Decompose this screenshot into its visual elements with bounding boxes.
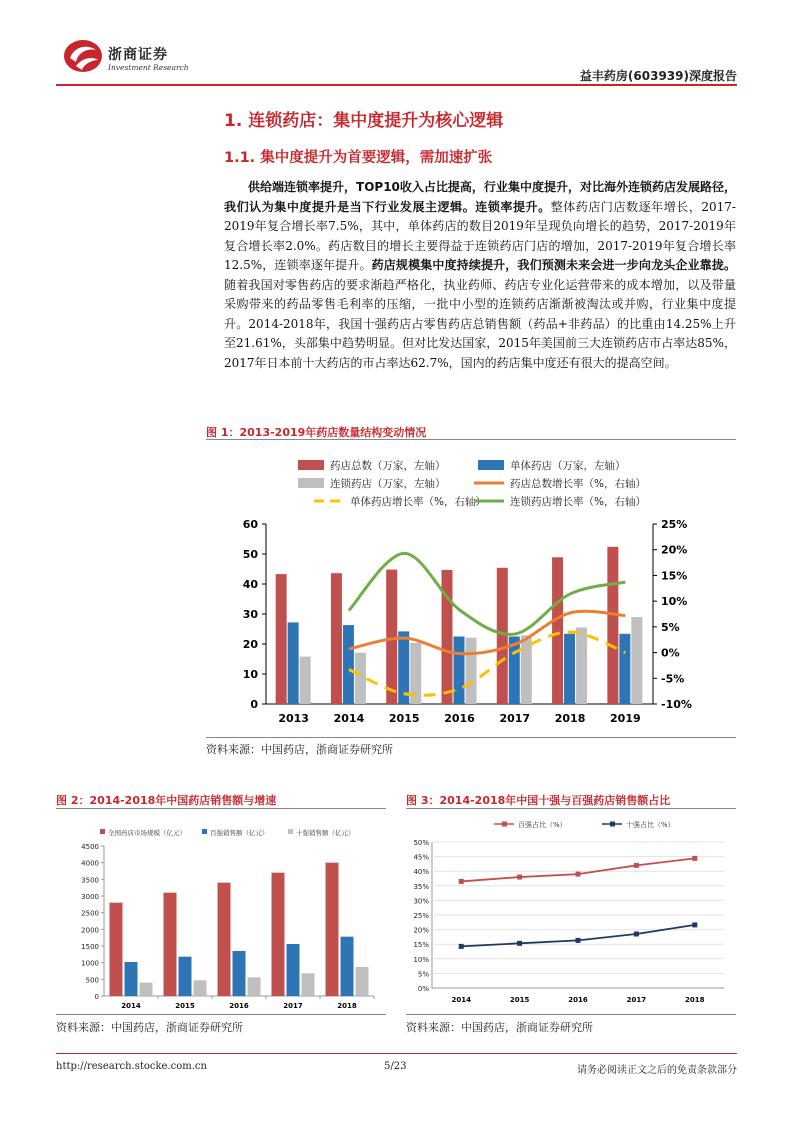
- bar: [355, 653, 366, 704]
- legend-label: 药店总数（万家，左轴）: [330, 460, 446, 472]
- legend-label: 单体药店（万家，左轴）: [510, 460, 626, 472]
- legend-label: 单体药店增长率（%，右轴）: [350, 496, 486, 508]
- bar: [233, 951, 246, 996]
- figure-1-bottom-rule: [206, 737, 736, 738]
- y-tick-label: 2000: [81, 926, 99, 935]
- figure-1-chart: [206, 442, 736, 736]
- y-tick-label: 4000: [81, 859, 99, 868]
- data-point: [517, 875, 522, 880]
- bold-statement-1: 供给端连锁率提升，TOP10收入占比提高，行业集中度提升，对比海外连锁药店发展路径，我们认为集中度提升是当下行业发展主逻辑。连锁率提升。: [224, 180, 736, 214]
- x-tick-label: 2017: [626, 996, 647, 1004]
- legend-label: 百强占比（%）: [518, 821, 567, 829]
- bar: [218, 883, 231, 996]
- figure-2-bottom-rule: [56, 1014, 386, 1015]
- report-title: 益丰药房(603939)深度报告: [579, 69, 737, 83]
- figure-1-title: 图 1：2013-2019年药店数量结构变动情况: [206, 426, 427, 439]
- bar: [619, 634, 630, 704]
- x-tick-label: 2015: [388, 712, 420, 725]
- data-point: [517, 941, 522, 946]
- bar: [287, 944, 300, 996]
- left-tick-label: 0: [250, 698, 258, 711]
- bold-statement-2: 药店规模集中度持续提升，我们预测未来会进一步向龙头企业靠拢。: [371, 258, 736, 272]
- figure-3-rule: [406, 808, 736, 809]
- bar: [356, 967, 369, 996]
- figure-3-title: 图 3：2014-2018年中国十强与百强药店销售额占比: [406, 794, 671, 807]
- body-text-1: 整体药店门店数逐年增长，2017-2019年复合增长率7.5%，其中，单体药店的数目2019年呈现负向增长的趋势，2017-2019年复合增长率2.0%。药店数目的增长主要得益于连锁药店门店的增加，2017-2019年复合增长率12.5%，连锁率逐年提升。: [224, 199, 736, 272]
- bar: [302, 973, 315, 996]
- x-tick-label: 2015: [509, 996, 530, 1004]
- y-tick-label: 30%: [413, 897, 429, 906]
- y-tick-label: 15%: [413, 941, 429, 950]
- bar: [248, 977, 261, 996]
- bar: [326, 863, 339, 996]
- x-tick-label: 2014: [121, 1002, 141, 1010]
- figure-2-source: 资料来源：中国药店，浙商证券研究所: [56, 1021, 243, 1034]
- right-tick-label: 15%: [661, 569, 688, 583]
- left-tick-label: 60: [242, 518, 258, 531]
- y-tick-label: 45%: [413, 853, 429, 862]
- legend-label: 十强销售额（亿元）: [296, 829, 355, 837]
- bar: [576, 628, 587, 705]
- left-tick-label: 30: [242, 608, 258, 621]
- y-tick-label: 35%: [413, 882, 429, 891]
- legend-swatch: [202, 829, 207, 834]
- bar: [521, 635, 532, 704]
- y-tick-label: 3500: [81, 876, 99, 885]
- figure-3-bottom-rule: [406, 1014, 736, 1015]
- right-tick-label: 5%: [661, 620, 680, 634]
- x-tick-label: 2016: [229, 1002, 249, 1010]
- body-text-2: 随着我国对零售药店的要求渐趋严格化，执业药师、药店专业化运营带来的成本增加，以及带量采购带来的药品零售毛利率的压缩，一批中小型的连锁药店渐渐被淘汰或并购，行业集中度提升。2014-2018年，我国十强药店占零售药店总销售额（药品+非药品）的比重由14.25%上升至21.61%，头部集中趋势明显。但对比发达国家，2015年美国前三大连锁药店市占率达85%，2017年日本前十大药店的市占率达62.7%，国内的药店集中度还有很大的提高空间。: [224, 277, 736, 370]
- logo-mark-icon: [62, 36, 104, 76]
- section-heading: 1. 连锁药店：集中度提升为核心逻辑: [224, 111, 504, 131]
- figure-3-source: 资料来源：中国药店，浙商证券研究所: [406, 1021, 593, 1034]
- legend-label: 百强销售额（亿元）: [210, 829, 269, 837]
- figure-2-rule: [56, 808, 386, 809]
- data-point: [692, 922, 697, 927]
- body-paragraph: [224, 178, 736, 373]
- legend-label: 十强占比（%）: [626, 821, 675, 829]
- page-number: 5/23: [384, 1061, 407, 1072]
- right-tick-label: 10%: [661, 595, 688, 609]
- y-tick-label: 50%: [413, 839, 429, 847]
- footer-url[interactable]: http://research.stocke.com.cn: [56, 1061, 207, 1072]
- y-tick-label: 20%: [413, 926, 429, 935]
- y-tick-label: 2500: [81, 909, 99, 918]
- legend-marker: [502, 822, 507, 827]
- right-tick-label: -5%: [661, 672, 685, 686]
- x-tick-label: 2013: [278, 712, 309, 725]
- x-tick-label: 2017: [499, 712, 531, 725]
- y-tick-label: 25%: [413, 912, 429, 920]
- data-point: [459, 879, 464, 884]
- data-point: [459, 944, 464, 949]
- right-tick-label: 20%: [661, 543, 688, 557]
- right-tick-label: 25%: [661, 518, 688, 531]
- x-tick-label: 2018: [337, 1002, 357, 1010]
- y-tick-label: 0: [94, 993, 99, 1001]
- series-line: [461, 925, 695, 946]
- y-tick-label: 40%: [413, 868, 429, 877]
- legend-label: 全国药店市场规模（亿元）: [108, 829, 186, 837]
- left-tick-label: 10: [242, 668, 258, 681]
- legend-label: 连锁药店增长率（%，右轴）: [510, 496, 646, 508]
- right-tick-label: 0%: [661, 646, 680, 660]
- bar: [288, 622, 299, 704]
- figure-1-rule: [206, 439, 736, 440]
- bar: [607, 547, 618, 704]
- y-tick-label: 4500: [81, 843, 99, 851]
- bar: [300, 657, 311, 704]
- y-tick-label: 1000: [81, 959, 99, 968]
- header-rule: [56, 84, 737, 86]
- data-point: [692, 856, 697, 861]
- legend-swatch: [288, 829, 293, 834]
- data-point: [634, 931, 639, 936]
- legend-label: 药店总数增长率（%，右轴）: [510, 478, 646, 490]
- legend-marker: [610, 822, 615, 827]
- legend-swatch: [100, 829, 105, 834]
- y-tick-label: 10%: [413, 955, 429, 964]
- bar: [454, 637, 465, 705]
- y-tick-label: 1500: [81, 943, 99, 951]
- left-tick-label: 20: [242, 638, 258, 651]
- left-tick-label: 50: [242, 548, 258, 561]
- company-logo: [62, 36, 104, 76]
- figure-1-source: 资料来源：中国药店，浙商证券研究所: [206, 743, 393, 756]
- x-tick-label: 2019: [610, 712, 641, 725]
- legend-swatch: [298, 478, 324, 488]
- bar: [110, 903, 123, 996]
- x-tick-label: 2014: [333, 712, 365, 725]
- legend-swatch: [298, 460, 324, 470]
- x-tick-label: 2016: [444, 712, 475, 725]
- bar: [179, 957, 192, 996]
- x-tick-label: 2015: [175, 1002, 195, 1010]
- data-point: [576, 872, 581, 877]
- figure-2-chart: [56, 812, 386, 1012]
- x-tick-label: 2016: [568, 996, 588, 1004]
- bar: [497, 568, 508, 704]
- bar: [194, 980, 207, 996]
- y-tick-label: 500: [85, 976, 99, 985]
- legend-swatch: [478, 460, 504, 470]
- footer-rule: [56, 1053, 737, 1054]
- footer-disclaimer: 请务必阅读正文之后的免责条款部分: [577, 1065, 737, 1076]
- x-tick-label: 2018: [685, 996, 705, 1004]
- bar: [466, 638, 477, 704]
- subsection-heading: 1.1. 集中度提升为首要逻辑，需加速扩张: [224, 150, 493, 166]
- bar: [140, 983, 153, 996]
- bar: [552, 557, 563, 704]
- y-tick-label: 0%: [417, 985, 429, 993]
- x-tick-label: 2014: [451, 996, 471, 1004]
- logo-english: Investment Research: [108, 63, 189, 72]
- data-point: [634, 863, 639, 868]
- bar: [276, 574, 287, 704]
- logo-name: 浙商证券: [108, 47, 168, 63]
- bar: [164, 893, 177, 996]
- y-tick-label: 3000: [81, 893, 99, 901]
- data-point: [576, 938, 581, 943]
- x-tick-label: 2018: [554, 712, 586, 725]
- bar: [341, 937, 354, 996]
- bar: [564, 634, 575, 704]
- series-line: [461, 858, 695, 881]
- bar: [343, 625, 354, 704]
- bar: [272, 873, 285, 996]
- figure-3-chart: [406, 812, 736, 1012]
- bar: [386, 570, 397, 704]
- bar: [631, 617, 642, 704]
- bar: [331, 573, 342, 704]
- bar: [125, 962, 138, 996]
- right-tick-label: -10%: [661, 698, 692, 711]
- x-tick-label: 2017: [283, 1002, 303, 1010]
- figure-2-title: 图 2：2014-2018年中国药店销售额与增速: [56, 794, 277, 807]
- legend-label: 连锁药店（万家，左轴）: [330, 478, 446, 490]
- left-tick-label: 40: [242, 578, 258, 591]
- y-tick-label: 5%: [417, 970, 429, 979]
